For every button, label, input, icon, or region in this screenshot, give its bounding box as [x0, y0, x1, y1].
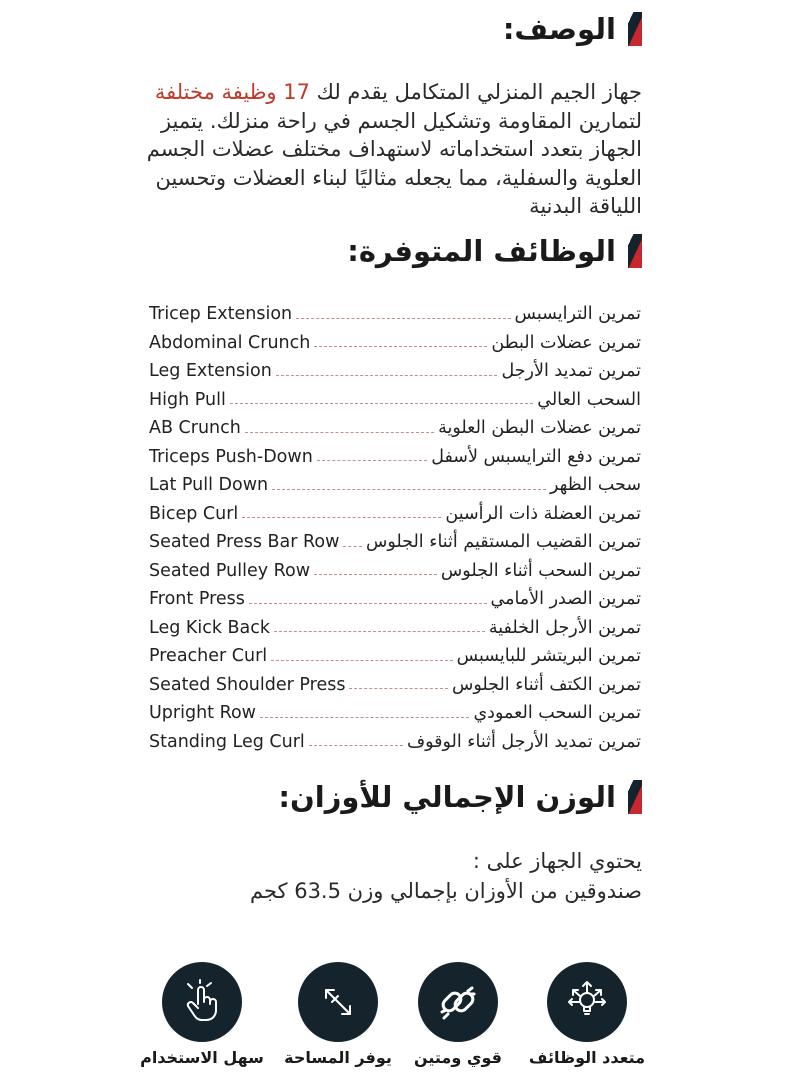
function-en: AB Crunch	[149, 418, 241, 439]
list-item	[149, 642, 641, 671]
function-en: Preacher Curl	[149, 646, 268, 667]
function-ar: تمرين الصدر الأمامي	[490, 589, 641, 610]
description-heading	[503, 12, 642, 46]
function-ar: تمرين تمديد الأرجل	[501, 361, 641, 382]
dashed-leader	[343, 546, 362, 547]
heading-marker	[628, 12, 642, 46]
weights-text	[250, 846, 642, 906]
weights-line-2: صندوقين من الأوزان بإجمالي وزن 63.5 كجم	[249, 879, 642, 903]
list-item	[149, 329, 641, 358]
dashed-leader	[296, 318, 510, 319]
function-en: Front Press	[149, 589, 245, 610]
list-item	[149, 500, 641, 529]
list-item	[149, 357, 641, 386]
feature-label: متعدد الوظائف	[528, 1048, 646, 1067]
hand-click-icon	[162, 962, 242, 1042]
multi-function-icon	[547, 962, 627, 1042]
function-ar: تمرين دفع الترايسبس لأسفل	[431, 446, 641, 467]
function-en: Tricep Extension	[149, 304, 293, 325]
dashed-leader	[314, 346, 487, 347]
dashed-leader	[230, 403, 533, 404]
dashed-leader	[276, 375, 498, 376]
description-text-end: لتمارين المقاومة وتشكيل الجسم في راحة منزلك. يتميز الجهاز بتعدد استخداماته لاستهداف مختلف عضلات الجسم العلوية والسفلية، مما يجعله مثاليًا لبناء العضلات وتحسين اللياقة البدنية	[146, 108, 642, 218]
description-text	[142, 78, 642, 221]
function-ar: تمرين الأرجل الخلفية	[488, 617, 641, 638]
resize-arrows-icon	[298, 962, 378, 1042]
dashed-leader	[249, 603, 487, 604]
function-ar: تمرين عضلات البطن العلوية	[438, 418, 641, 439]
dashed-leader	[242, 517, 441, 518]
functions-heading	[347, 234, 642, 268]
dashed-leader	[314, 574, 437, 575]
function-ar: تمرين تمديد الأرجل أثناء الوقوف	[406, 731, 641, 752]
dashed-leader	[349, 688, 448, 689]
description-text-start: جهاز الجيم المنزلي المتكامل يقدم لك	[309, 80, 642, 104]
list-item	[149, 671, 641, 700]
function-en: Abdominal Crunch	[149, 332, 311, 353]
function-en: Triceps Push-Down	[149, 446, 313, 467]
dashed-leader	[271, 660, 453, 661]
list-item	[149, 386, 641, 415]
heading-marker	[628, 234, 642, 268]
functions-title: الوظائف المتوفرة:	[347, 234, 616, 268]
chain-link-icon	[418, 962, 498, 1042]
function-en: Seated Press Bar Row	[149, 532, 340, 553]
function-en: Seated Pulley Row	[149, 560, 311, 581]
dashed-leader	[309, 745, 403, 746]
function-ar: تمرين الترايسبس	[514, 304, 641, 325]
dashed-leader	[245, 432, 434, 433]
weights-line-1: يحتوي الجهاز على :	[472, 849, 642, 873]
list-item	[149, 557, 641, 586]
feature-label: سهل الاستخدام	[140, 1048, 264, 1067]
list-item	[149, 614, 641, 643]
dashed-leader	[260, 717, 469, 718]
function-en: Standing Leg Curl	[149, 731, 305, 752]
function-en: Leg Kick Back	[149, 617, 271, 638]
dashed-leader	[317, 460, 427, 461]
list-item	[149, 728, 641, 757]
function-en: Bicep Curl	[149, 503, 239, 524]
list-item	[149, 300, 641, 329]
dashed-leader	[274, 631, 485, 632]
function-en: High Pull	[149, 389, 226, 410]
weights-heading	[278, 780, 642, 814]
feature-label: قوي ومتين	[413, 1048, 503, 1067]
weights-title: الوزن الإجمالي للأوزان:	[278, 780, 616, 814]
list-item	[149, 528, 641, 557]
function-ar: تمرين السحب العمودي	[473, 703, 641, 724]
function-en: Lat Pull Down	[149, 475, 269, 496]
list-item	[149, 414, 641, 443]
description-title: الوصف:	[502, 12, 616, 46]
function-ar: تمرين الكتف أثناء الجلوس	[451, 674, 641, 695]
heading-marker	[628, 780, 642, 814]
feature-space-saving	[258, 962, 418, 1067]
list-item	[149, 585, 641, 614]
dashed-leader	[272, 489, 546, 490]
function-en: Upright Row	[149, 703, 256, 724]
function-en: Seated Shoulder Press	[149, 674, 346, 695]
feature-easy-use	[122, 962, 282, 1067]
list-item	[149, 471, 641, 500]
function-ar: تمرين العضلة ذات الرأسين	[445, 503, 641, 524]
functions-list	[149, 300, 641, 756]
description-highlight: 17 وظيفة مختلفة	[154, 80, 310, 104]
function-ar: السحب العالي	[537, 389, 641, 410]
function-en: Leg Extension	[149, 361, 272, 382]
function-ar: سحب الظهر	[550, 475, 641, 496]
list-item	[149, 699, 641, 728]
function-ar: تمرين السحب أثناء الجلوس	[440, 560, 641, 581]
feature-label: يوفر المساحة	[284, 1048, 392, 1067]
list-item	[149, 443, 641, 472]
function-ar: تمرين البريتشر للبايسبس	[456, 646, 641, 667]
function-ar: تمرين القضيب المستقيم أثناء الجلوس	[365, 532, 641, 553]
function-ar: تمرين عضلات البطن	[491, 332, 641, 353]
